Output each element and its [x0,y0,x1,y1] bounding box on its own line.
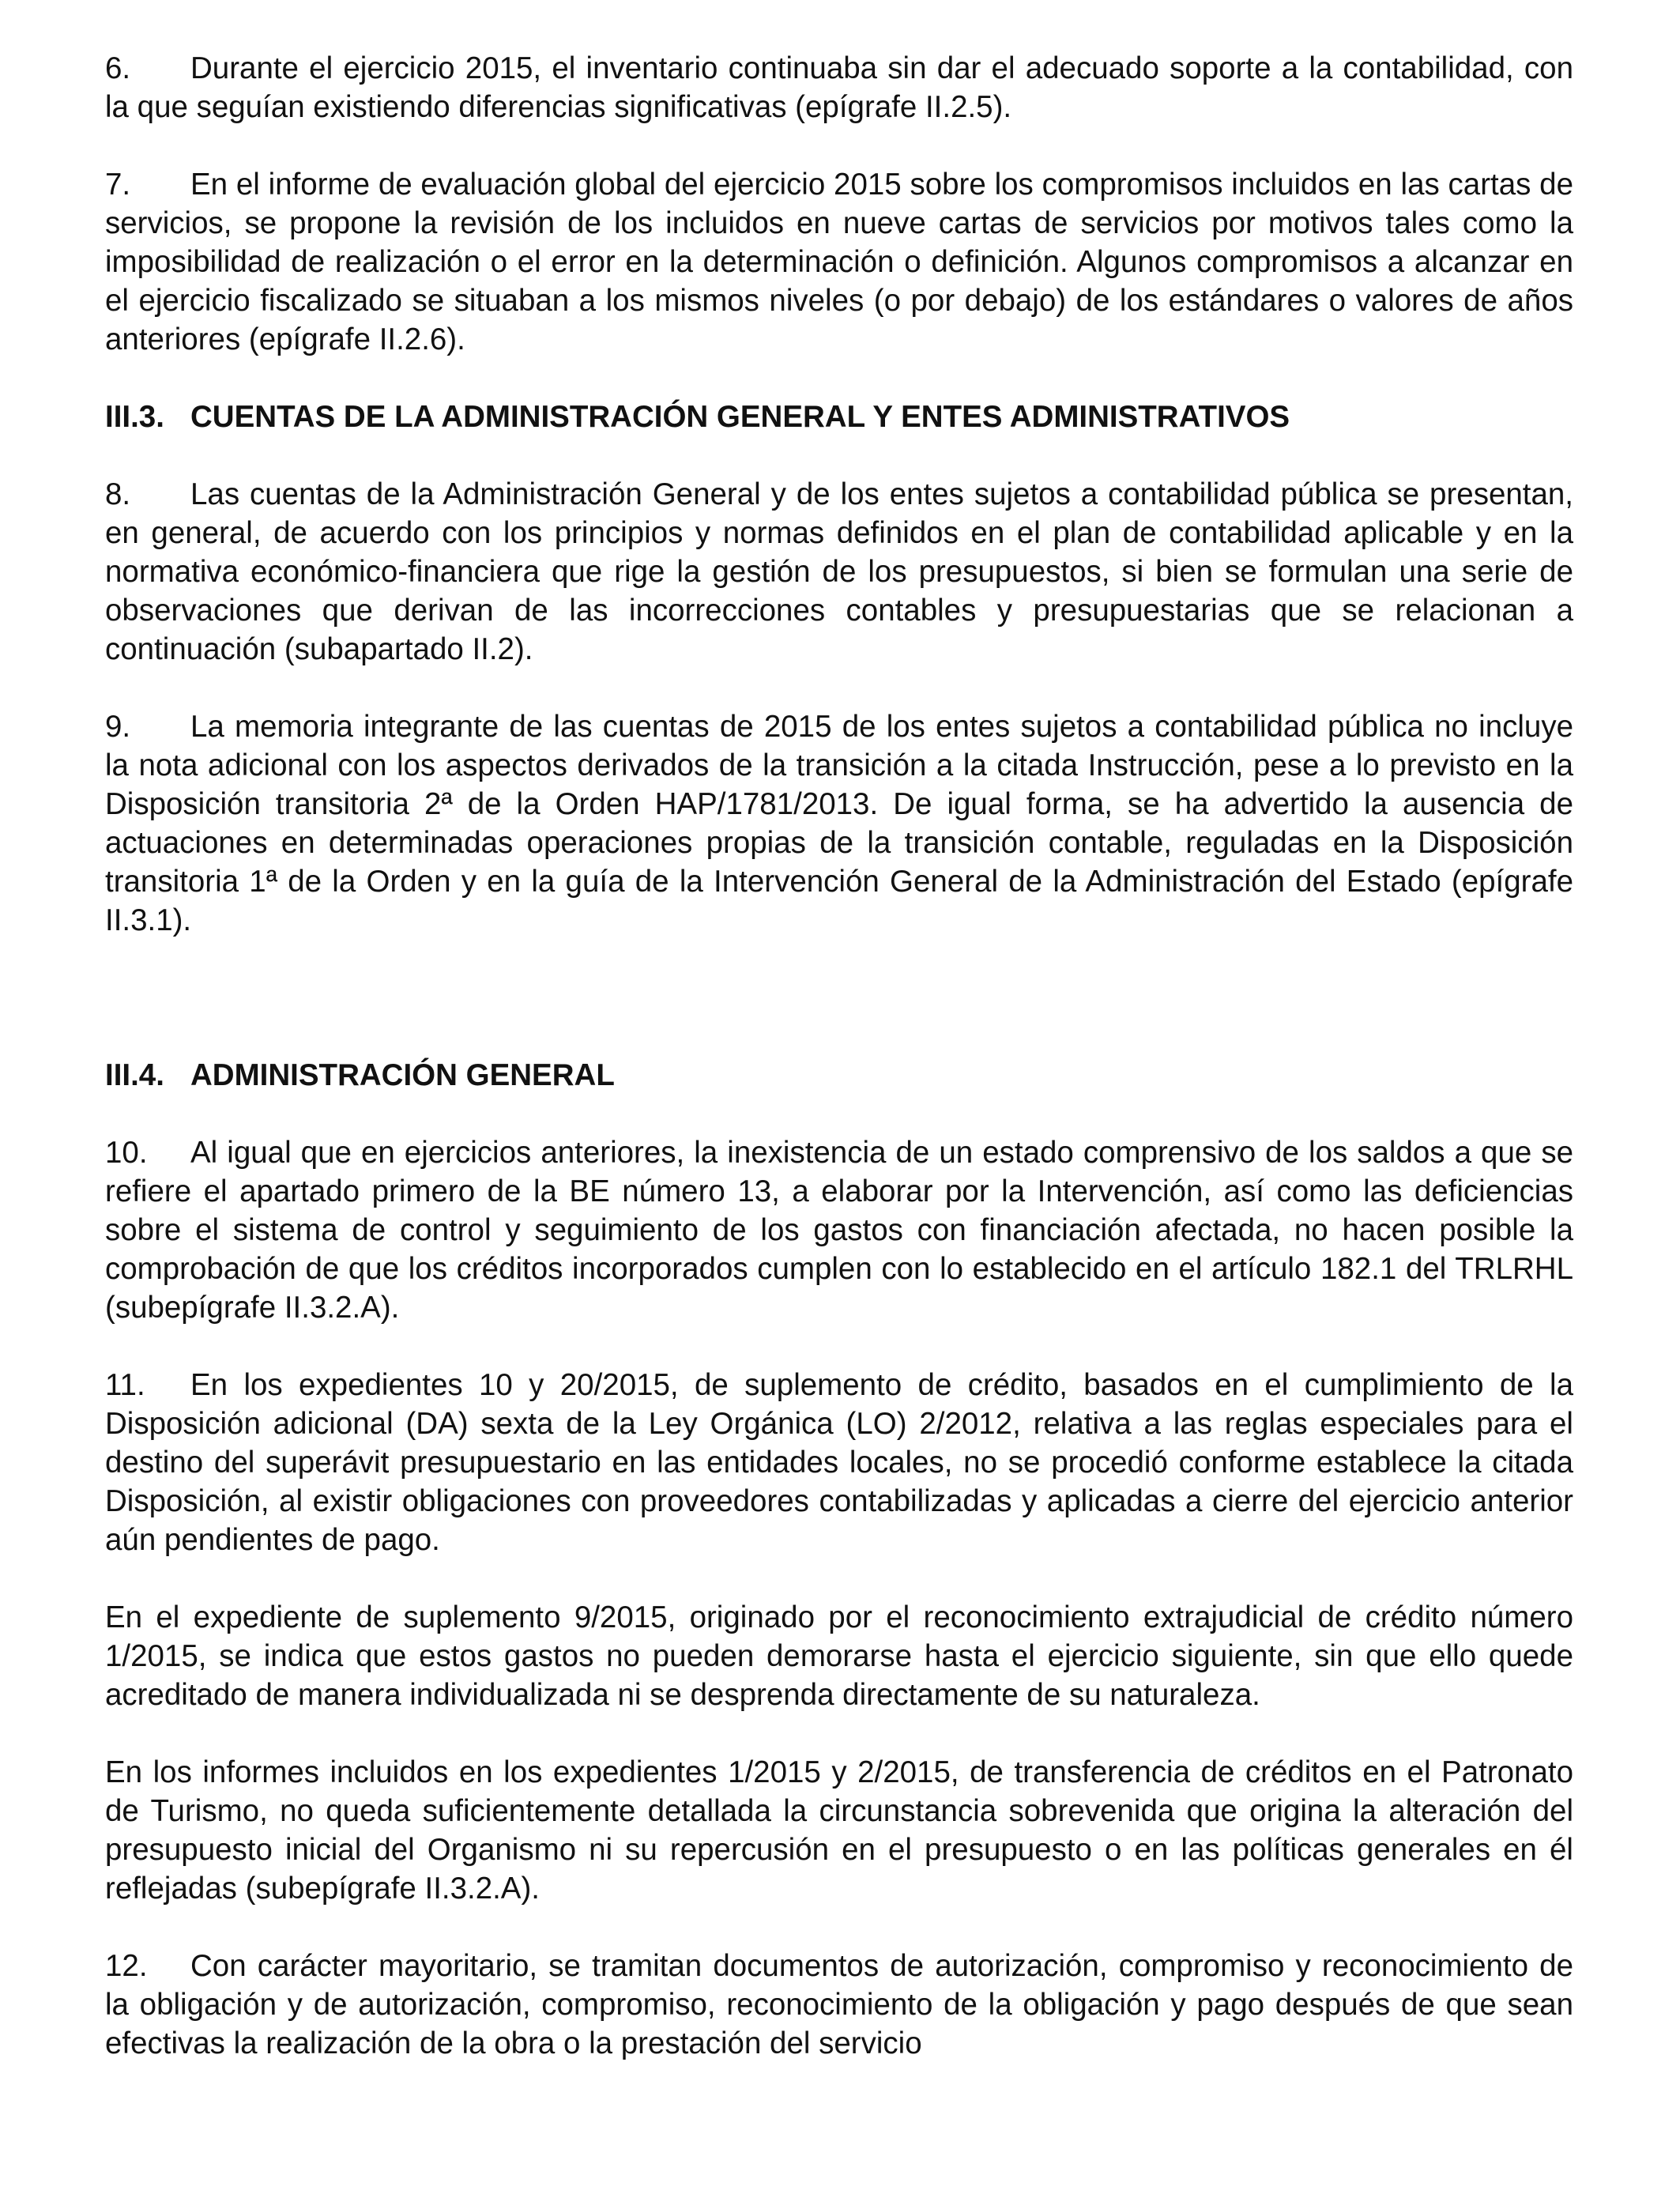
paragraph-text: En el informe de evaluación global del ejercicio 2015 sobre los compromisos incluidos en las cartas de servicios, se propone la revisión de los incluidos en nueve cartas de servicios por motivos tales como la imposibilidad de realización o el error en la determinación o definición. Algunos compromisos a alcanzar en el ejercicio fiscalizado se situaban a los mismos niveles (o por debajo) de los estándares o valores de años anteriores (epígrafe II.2.6). [105,168,1573,356]
paragraph-9 [105,707,1573,940]
paragraph-text: Las cuentas de la Administración General y de los entes sujetos a contabilidad pública se presentan, en general, de acuerdo con los principios y normas definidos en el plan de contabilidad aplicable y en la normativa económico-financiera que rige la gestión de los presupuestos, si bien se formulan una serie de observaciones que derivan de las incorrecciones contables y presupuestarias que se relacionan a continuación (subapartado II.2). [105,477,1573,666]
paragraph-12 [105,1947,1573,2063]
paragraph-number: 8. [105,477,131,511]
paragraph-text: Con carácter mayoritario, se tramitan documentos de autorización, compromiso y reconocimiento de la obligación y de autorización, compromiso, reconocimiento de la obligación y pago después de que sean efectivas la realización de la obra o la prestación del servicio [105,1949,1573,2060]
paragraph-7 [105,165,1573,359]
paragraph-text: En el expediente de suplemento 9/2015, originado por el reconocimiento extrajudicial de crédito número 1/2015, se indica que estos gastos no pueden demorarse hasta el ejercicio siguiente, sin que ello quede acreditado de manera individualizada ni se desprenda directamente de su naturaleza. [105,1600,1573,1712]
paragraph-number: 12. [105,1949,148,1983]
section-title: CUENTAS DE LA ADMINISTRACIÓN GENERAL Y ENTES ADMINISTRATIVOS [190,400,1290,434]
paragraph-number: 11. [105,1368,145,1402]
paragraph-text: Al igual que en ejercicios anteriores, la inexistencia de un estado comprensivo de los saldos a que se refiere el apartado primero de la BE número 13, a elaborar por la Intervención, así como las deficiencias sobre el sistema de control y seguimiento de los gastos con financiación afectada, no hacen posible la comprobación de que los créditos incorporados cumplen con lo establecido en el artículo 182.1 del TRLRHL (subepígrafe II.3.2.A). [105,1136,1573,1325]
paragraph-number: 6. [105,51,131,85]
paragraph-number: 9. [105,710,131,744]
paragraph-text: La memoria integrante de las cuentas de 2015 de los entes sujetos a contabilidad pública no incluye la nota adicional con los aspectos derivados de la transición a la citada Instrucción, pese a lo previsto en la Disposición transitoria 2ª de la Orden HAP/1781/2013. De igual forma, se ha advertido la ausencia de actuaciones en determinadas operaciones propias de la transición contable, reguladas en la Disposición transitoria 1ª de la Orden y en la guía de la Intervención General de la Administración del Estado (epígrafe II.3.1). [105,710,1573,937]
paragraph-11-continued-a [105,1598,1573,1714]
paragraph-11-continued-b [105,1753,1573,1908]
paragraph-text: Durante el ejercicio 2015, el inventario continuaba sin dar el adecuado soporte a la contabilidad, con la que seguían existiendo diferencias significativas (epígrafe II.2.5). [105,51,1573,124]
paragraph-text: En los expedientes 10 y 20/2015, de suplemento de crédito, basados en el cumplimiento de la Disposición adicional (DA) sexta de la Ley Orgánica (LO) 2/2012, relativa a las reglas especiales para el destino del superávit presupuestario en las entidades locales, no se procedió conforme establece la citada Disposición, al existir obligaciones con proveedores contabilizadas y aplicadas a cierre del ejercicio anterior aún pendientes de pago. [105,1368,1573,1557]
paragraph-number: 7. [105,168,131,202]
paragraph-6 [105,49,1573,126]
blank-space [105,978,1573,1056]
paragraph-10 [105,1133,1573,1327]
section-heading-iii-3 [105,398,1573,436]
paragraph-8 [105,475,1573,669]
document-page [105,49,1573,2102]
section-title: ADMINISTRACIÓN GENERAL [190,1058,615,1092]
paragraph-11 [105,1366,1573,1559]
paragraph-text: En los informes incluidos en los expedientes 1/2015 y 2/2015, de transferencia de créditos en el Patronato de Turismo, no queda suficientemente detallada la circunstancia sobrevenida que origina la alteración del presupuesto inicial del Organismo ni su repercusión en el presupuesto o en las políticas generales en él reflejadas (subepígrafe II.3.2.A). [105,1755,1573,1906]
section-heading-iii-4 [105,1056,1573,1095]
section-number: III.4. [105,1058,164,1092]
paragraph-number: 10. [105,1136,148,1170]
section-number: III.3. [105,400,164,434]
